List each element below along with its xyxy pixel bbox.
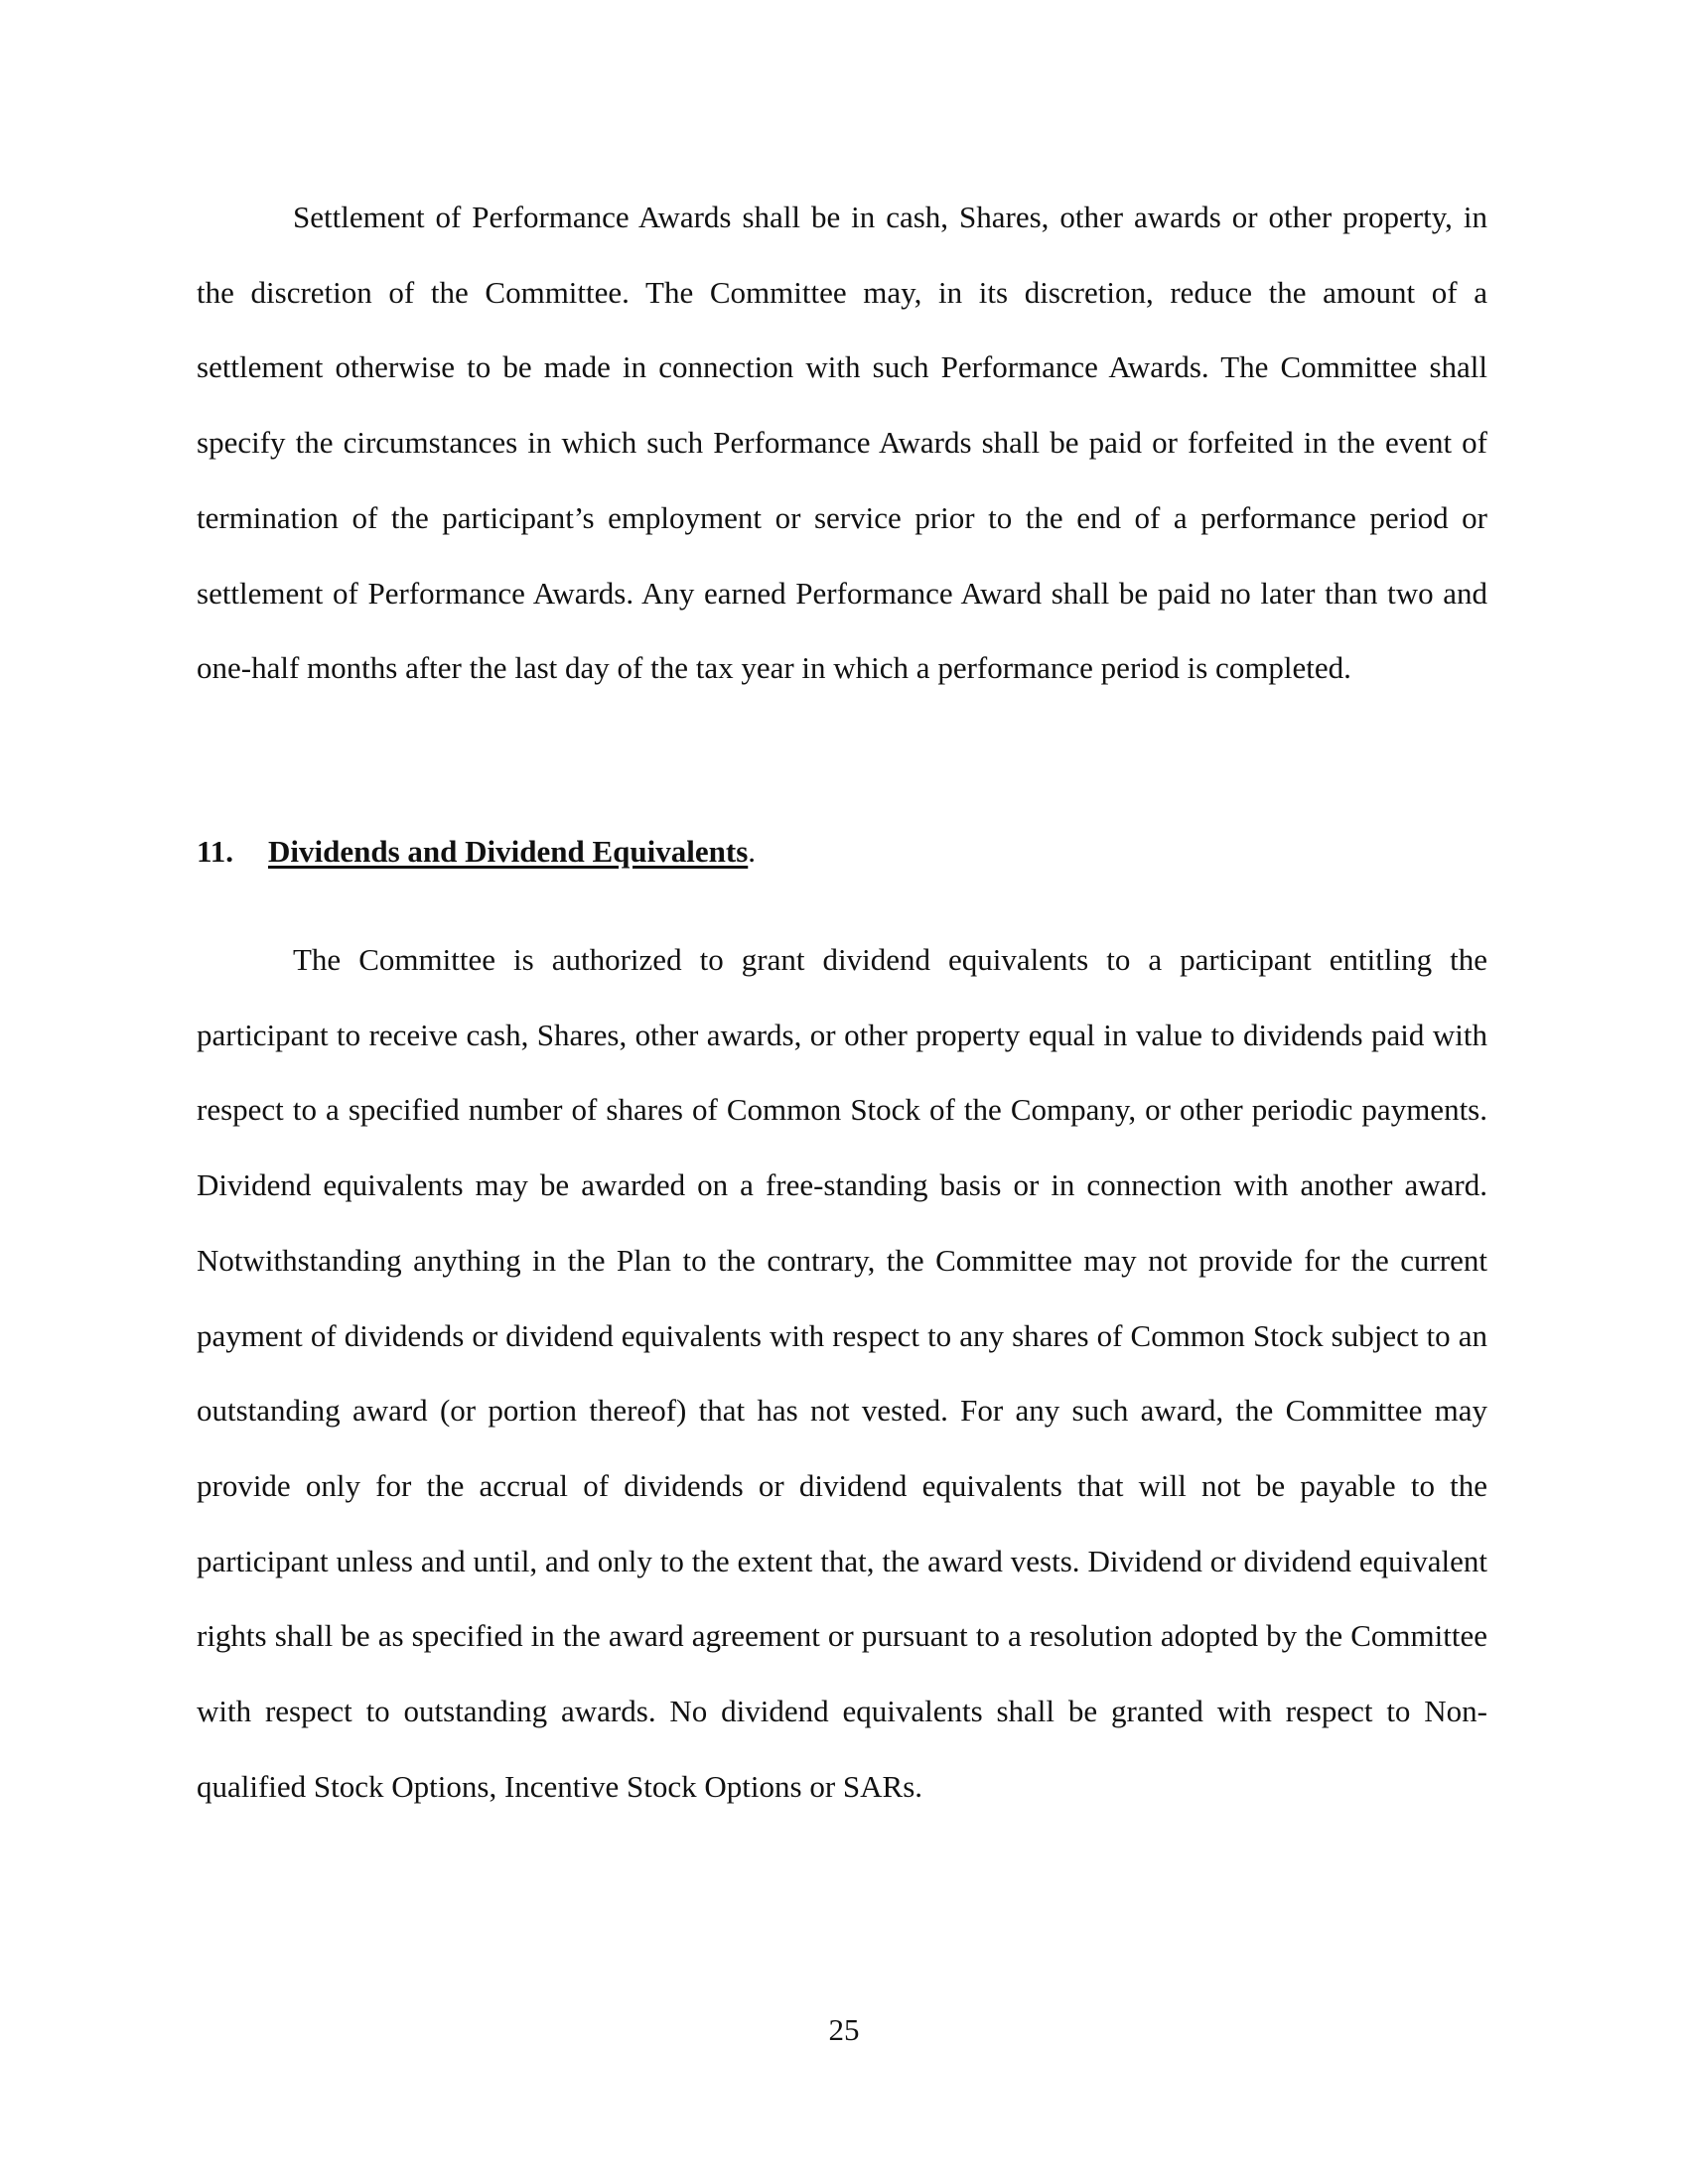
section-title-period: . bbox=[748, 834, 757, 869]
section-number: 11. bbox=[197, 834, 234, 869]
section-title: Dividends and Dividend Equivalents bbox=[268, 834, 749, 869]
paragraph-dividend-equivalents: The Committee is authorized to grant dividend equivalents to a participant entitling the participant to receive cash, Shares, other awards, or other property equal in value to dividends paid with respect to a specified number of shares of Common Stock of the Company, or other periodic payments. Dividend equivalents may be awarded on a free-standing basis or in connection with another award. Notwithstanding anything in the Plan to the contrary, the Committee may not provide for the current payment of dividends or dividend equivalents with respect to any shares of Common Stock subject to an outstanding award (or portion thereof) that has not vested. For any such award, the Committee may provide only for the accrual of dividends or dividend equivalents that will not be payable to the participant unless and until, and only to the extent that, the award vests. Dividend or dividend equivalent rights shall be as specified in the award agreement or pursuant to a resolution adopted by the Committee with respect to outstanding awards. No dividend equivalents shall be granted with respect to Non-qualified Stock Options, Incentive Stock Options or SARs. bbox=[197, 942, 1487, 1804]
paragraph-performance-awards-settlement: Settlement of Performance Awards shall be in cash, Shares, other awards or other property, in the discretion of the Committee. The Committee may, in its discretion, reduce the amount of a settlement otherwise to be made in connection with such Performance Awards. The Committee shall specify the circumstances in which such Performance Awards shall be paid or forfeited in the event of termination of the participant’s employment or service prior to the end of a performance period or settlement of Performance Awards. Any earned Performance Award shall be paid no later than two and one-half months after the last day of the tax year in which a performance period is completed. bbox=[197, 200, 1487, 686]
page-number: 25 bbox=[828, 2012, 860, 2047]
section-heading bbox=[197, 832, 756, 872]
